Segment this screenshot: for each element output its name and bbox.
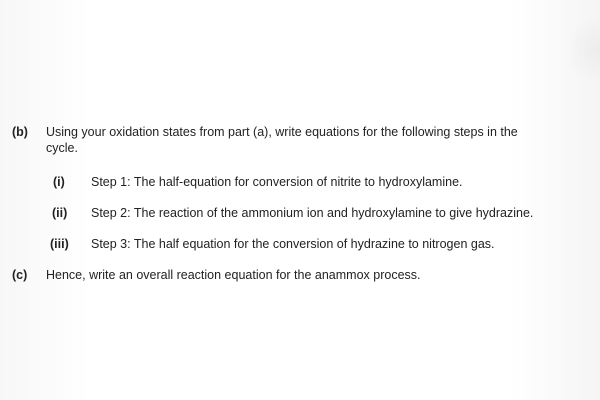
part-b-instruction-line1: Using your oxidation states from part (a), write equations for the following steps in the <box>46 125 518 139</box>
part-b-label: (b) <box>12 125 28 139</box>
page-shadow <box>560 20 600 80</box>
step-ii-label: (ii) <box>52 206 68 220</box>
step-i-label: (i) <box>53 175 65 189</box>
part-b-instruction-line2: cycle. <box>46 141 78 155</box>
step-iii-text: Step 3: The half equation for the conversion of hydrazine to nitrogen gas. <box>91 237 495 251</box>
part-c-label: (c) <box>12 268 28 282</box>
step-i-text: Step 1: The half-equation for conversion of nitrite to hydroxylamine. <box>91 175 463 189</box>
step-ii-text: Step 2: The reaction of the ammonium ion and hydroxylamine to give hydrazine. <box>91 206 534 220</box>
part-c-text: Hence, write an overall reaction equation for the anammox process. <box>46 268 421 282</box>
step-iii-label: (iii) <box>50 237 69 251</box>
